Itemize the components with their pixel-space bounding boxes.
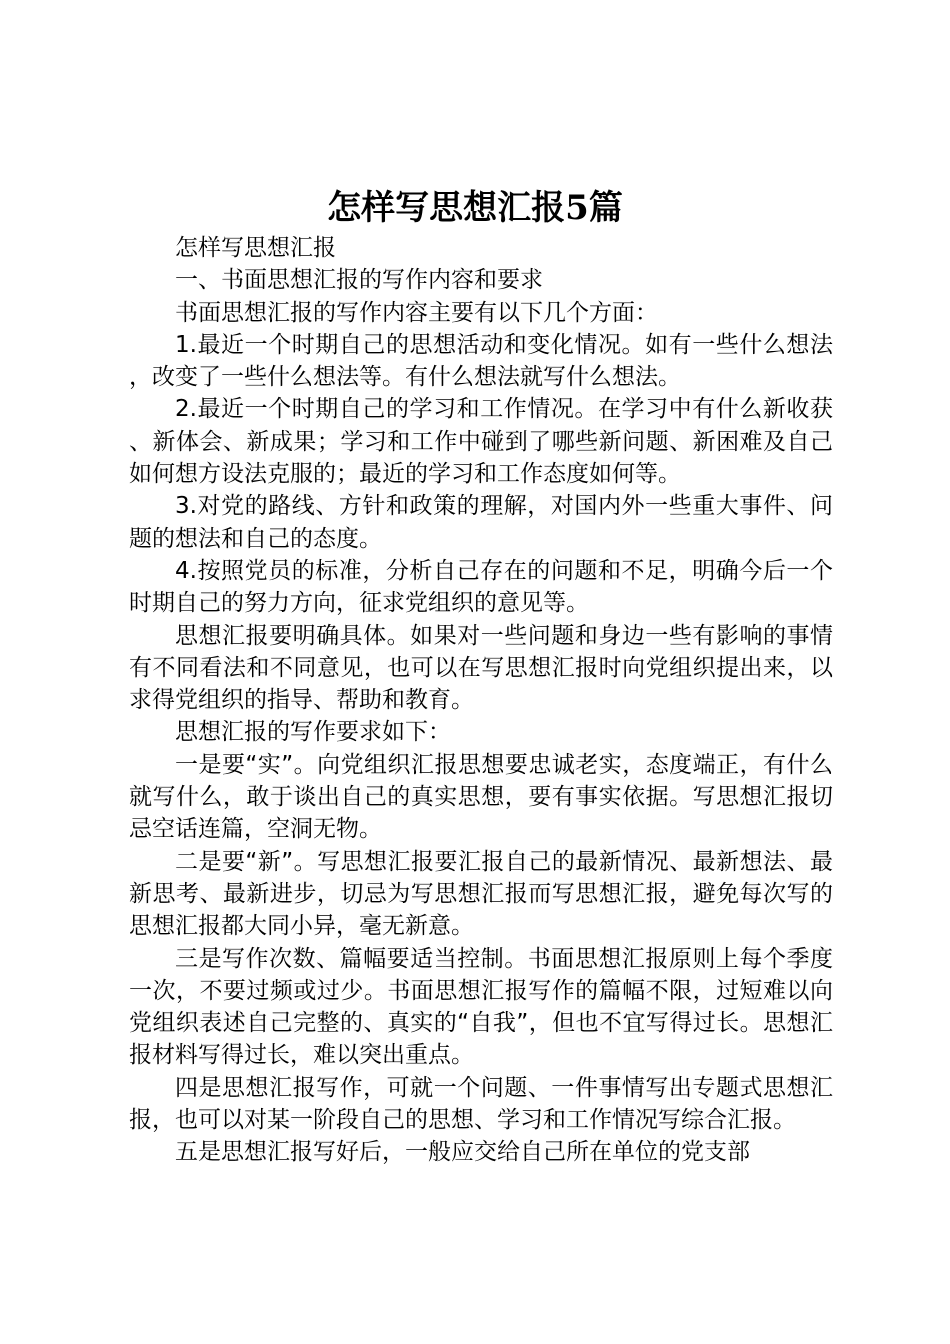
paragraph: 2.最近一个时期自己的学习和工作情况。在学习中有什么新收获、新体会、新成果；学习和工作中碰到了哪些新问题、新困难及自己如何想方设法克服的；最近的学习和工作态度如何等。 <box>129 396 833 488</box>
paragraph: 1.最近一个时期自己的思想活动和变化情况。如有一些什么想法，改变了一些什么想法等。有什么想法就写什么想法。 <box>129 331 833 391</box>
document-title: 怎样写思想汇报5篇 <box>327 188 623 228</box>
paragraph: 二是要“新”。写思想汇报要汇报自己的最新情况、最新想法、最新思考、最新进步，切忌为写思想汇报而写思想汇报，避免每次写的思想汇报都大同小异，毫无新意。 <box>129 848 833 940</box>
paragraph: 五是思想汇报写好后，一般应交给自己所在单位的党支部 <box>175 1139 750 1166</box>
paragraph: 书面思想汇报的写作内容主要有以下几个方面： <box>175 299 658 326</box>
paragraph: 一是要“实”。向党组织汇报思想要忠诚老实，态度端正，有什么就写什么，敢于谈出自己的真实思想，要有事实依据。写思想汇报切忌空话连篇，空洞无物。 <box>129 751 833 843</box>
paragraph: 三是写作次数、篇幅要适当控制。书面思想汇报原则上每个季度一次，不要过频或过少。书面思想汇报写作的篇幅不限，过短难以向党组织表述自己完整的、真实的“自我”，但也不宜写得过长。思想汇报材料写得过长，难以突出重点。 <box>129 945 833 1069</box>
paragraph: 4.按照党员的标准，分析自己存在的问题和不足，明确今后一个时期自己的努力方向，征求党组织的意见等。 <box>129 557 833 617</box>
paragraph: 怎样写思想汇报 <box>175 235 336 261</box>
paragraph: 3.对党的路线、方针和政策的理解，对国内外一些重大事件、问题的想法和自己的态度。 <box>129 493 833 552</box>
paragraph: 一、书面思想汇报的写作内容和要求 <box>175 267 543 294</box>
paragraph: 思想汇报要明确具体。如果对一些问题和身边一些有影响的事情有不同看法和不同意见，也可以在写思想汇报时向党组织提出来，以求得党组织的指导、帮助和教育。 <box>129 622 833 714</box>
document-body <box>129 232 833 1169</box>
paragraph: 四是思想汇报写作，可就一个问题、一件事情写出专题式思想汇报，也可以对某一阶段自己的思想、学习和工作情况写综合汇报。 <box>129 1074 833 1134</box>
paragraph: 思想汇报的写作要求如下： <box>175 719 451 746</box>
